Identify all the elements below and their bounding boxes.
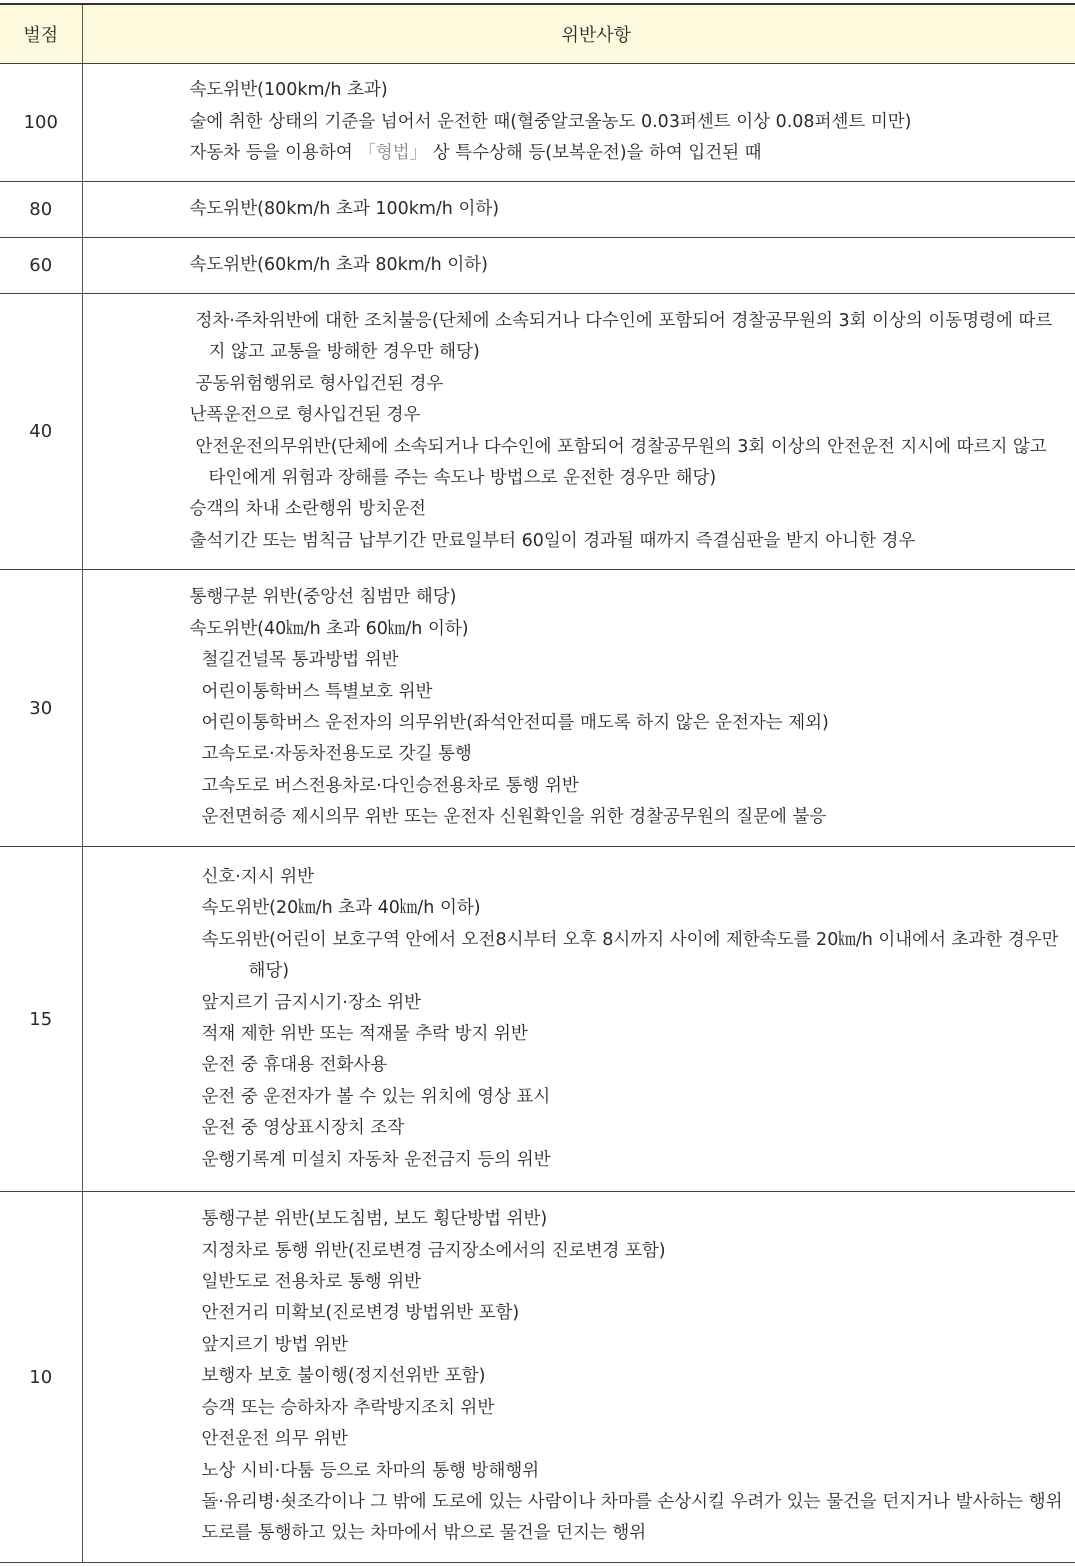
violation-text: 돌·유리병·쇳조각이나 그 밖에 도로에 있는 사람이나 차마를 손상시킬 우려가 있는 물건을 던지거나 발사하는 행위 [201,1491,1063,1512]
violation-list [82,182,1075,238]
violation-item [83,1424,1075,1455]
law-reference: 「형법」 [358,143,428,164]
violation-item [83,494,1075,525]
violation-text: 도로를 통행하고 있는 차마에서 밖으로 물건을 던지는 행위 [201,1523,647,1544]
violation-item-continuation: 지 않고 교통을 방해한 경우만 해당) [208,342,480,363]
table-row [0,182,1075,238]
violation-text: 속도위반(60km/h 초과 80km/h 이하) [189,254,488,275]
penalty-score: 15 [0,847,82,1192]
table-row [0,570,1075,847]
violation-item [83,250,1075,281]
violation-text: 노상 시비·다툼 등으로 차마의 통행 방해행위 [201,1460,540,1481]
violation-item [83,1236,1075,1267]
violation-text: 보행자 보호 불이행(정지선위반 포함) [201,1366,486,1387]
violation-item [83,988,1075,1019]
violation-item [83,75,1075,106]
violation-item [83,708,1075,739]
violation-text: 정차·주차위반에 대한 조치불응(단체에 소속되거나 다수인에 포함되어 경찰공무원의 3회 이상의 이동명령에 따르 [195,310,1053,331]
violation-item [83,306,1075,337]
header-score: 벌점 [0,4,82,64]
violation-text: 출석기간 또는 범칙금 납부기간 만료일부터 60일이 경과될 때까지 즉결심판을 받지 아니한 경우 [189,530,916,551]
violation-item [83,1393,1075,1424]
violation-item-continuation: 타인에게 위험과 장해를 주는 속도나 방법으로 운전한 경우만 해당) [208,467,717,488]
penalty-score: 40 [0,294,82,570]
violation-item [83,1487,1075,1518]
violation-item [83,1456,1075,1487]
violation-item [83,893,1075,924]
header-violation: 위반사항 [82,4,1075,64]
violation-text: 고속도로·자동차전용도로 갓길 통행 [201,744,472,765]
penalty-score: 100 [0,64,82,182]
violation-text: 운전면허증 제시의무 위반 또는 운전자 신원확인을 위한 경찰공무원의 질문에 불응 [201,807,827,828]
penalty-score: 10 [0,1192,82,1563]
violation-item [83,107,1075,138]
violation-text: 지정차로 통행 위반(진로변경 금지장소에서의 진로변경 포함) [201,1240,666,1261]
violation-text: 어린이통학버스 운전자의 의무위반(좌석안전띠를 매도록 하지 않은 운전자는 제외) [201,713,829,733]
violation-list [82,847,1075,1192]
violation-text: 안전운전의무위반(단체에 소속되거나 다수인에 포함되어 경찰공무원의 3회 이상의 안전운전 지시에 따르지 않고 [195,436,1047,457]
violation-text: 앞지르기 금지시기·장소 위반 [201,992,422,1013]
table-row [0,64,1075,182]
violation-item [83,1113,1075,1144]
violation-item [83,862,1075,893]
violation-list [82,570,1075,847]
violation-item [83,614,1075,645]
violation-item [83,432,1075,463]
violation-text: 안전거리 미확보(진로변경 방법위반 포함) [201,1303,520,1324]
violation-text: 자동차 등을 이용하여 [189,143,359,164]
violation-text: 난폭운전으로 형사입건된 경우 [189,405,421,426]
penalty-score: 80 [0,182,82,238]
violation-text: 운전 중 영상표시장치 조작 [201,1118,405,1139]
table-row [0,1192,1075,1563]
table-row [0,847,1075,1192]
violation-list [82,294,1075,570]
table-header-row [0,4,1075,64]
violation-text: 신호·지시 위반 [201,866,315,887]
violation-text: 통행구분 위반(중앙선 침범만 해당) [189,587,457,608]
violation-item [83,1050,1075,1081]
violation-item [83,1330,1075,1361]
violation-text: 술에 취한 상태의 기준을 넘어서 운전한 때(혈중알코올농도 0.03퍼센트 이상 0.08퍼센트 미만) [189,111,912,132]
violation-text: 앞지르기 방법 위반 [201,1334,348,1355]
violation-item [83,1518,1075,1549]
violation-item [83,526,1075,557]
violation-item [83,582,1075,613]
violation-item [83,400,1075,431]
violation-text: 운행기록계 미설치 자동차 운전금지 등의 위반 [201,1149,551,1170]
penalty-score: 30 [0,570,82,847]
violation-item [83,1267,1075,1298]
table-row [0,294,1075,570]
violation-item [83,771,1075,802]
violation-item [83,1019,1075,1050]
violation-item [83,677,1075,708]
violation-item [83,1145,1075,1176]
violation-text: 속도위반(어린이 보호구역 안에서 오전8시부터 오후 8시까지 사이에 제한속도를 20㎞/h 이내에서 초과한 경우만 [201,929,1059,950]
table-row [0,238,1075,294]
violation-item [83,1082,1075,1113]
violation-item [83,369,1075,400]
violation-text: 통행구분 위반(보도침범, 보도 횡단방법 위반) [201,1209,548,1230]
penalty-score: 60 [0,238,82,294]
violation-text: 고속도로 버스전용차로·다인승전용차로 통행 위반 [201,775,579,796]
violation-text: 속도위반(20㎞/h 초과 40㎞/h 이하) [201,898,481,919]
violation-item [83,1361,1075,1392]
violation-text: 철길건널목 통과방법 위반 [201,650,399,671]
violation-text: 운전 중 휴대용 전화사용 [201,1055,388,1076]
violation-text: 어린이통학버스 특별보호 위반 [201,681,433,702]
violation-item [83,194,1075,225]
violation-item [83,739,1075,770]
violation-item [83,645,1075,676]
violation-item [83,925,1075,956]
violation-list [82,64,1075,182]
violation-item [83,138,1075,169]
violation-item [83,802,1075,833]
violation-text: 속도위반(100km/h 초과) [189,80,388,101]
violation-text: 승객의 차내 소란행위 방치운전 [189,499,426,520]
penalty-points-table [0,3,1075,1563]
violation-item [83,1298,1075,1329]
violation-text: 일반도로 전용차로 통행 위반 [201,1272,422,1293]
violation-text: 속도위반(80km/h 초과 100km/h 이하) [189,198,500,219]
violation-list [82,1192,1075,1563]
violation-text: 적재 제한 위반 또는 적재물 추락 방지 위반 [201,1024,528,1044]
violation-list [82,238,1075,294]
violation-text: 운전 중 운전자가 볼 수 있는 위치에 영상 표시 [201,1086,551,1107]
violation-text: 속도위반(40㎞/h 초과 60㎞/h 이하) [189,618,469,639]
violation-item [83,1204,1075,1235]
violation-text: 공동위험행위로 형사입건된 경우 [195,373,444,394]
violation-text: 안전운전 의무 위반 [201,1429,348,1450]
violation-item-continuation: 해당) [248,961,290,982]
violation-text: 상 특수상해 등(보복운전)을 하여 입건된 때 [427,143,762,164]
violation-text: 승객 또는 승하차자 추락방지조치 위반 [201,1397,495,1418]
